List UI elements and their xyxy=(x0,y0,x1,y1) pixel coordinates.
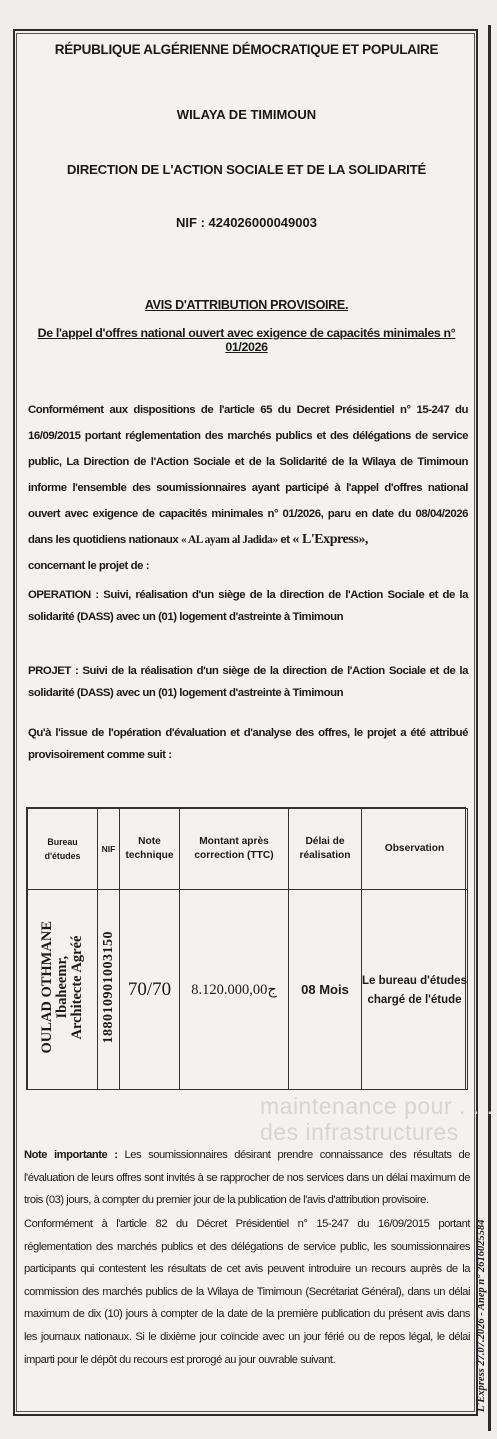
cell-delai xyxy=(289,890,362,1090)
attribution-table xyxy=(26,807,466,1090)
header-montant: Montant après correction (TTC) xyxy=(180,809,289,890)
bureau-name xyxy=(40,921,85,1054)
delai-value: 08 Mois xyxy=(301,981,349,997)
cell-nif xyxy=(98,890,120,1090)
publication-caption xyxy=(476,1162,496,1412)
header-note: Note technique xyxy=(120,809,180,890)
note-value: 70/70 xyxy=(127,978,172,1000)
important-note-text: Les soumissionnaires désirant prendre connaissance des résultats de l'évaluation de leurs offres sont invités à se rapprocher de nos services dans un délai maximum de trois (03) jours, à compter du premier jour de la publication de l'avis d'attribution provisoire. xyxy=(24,1149,470,1207)
project-paragraph: PROJET : Suivi de la réalisation d'un siège de la direction de l'Action Sociale et de la solidarité (DASS) avec un (01) logement d'astreinte à Timimoun xyxy=(28,665,468,699)
bleed-through-text: maintenance pour . . . des infrastructures xyxy=(260,1093,494,1145)
cell-montant xyxy=(180,890,289,1090)
bureau-line-2: Ibaheemr, xyxy=(54,955,70,1019)
direction-heading: DIRECTION DE L'ACTION SOCIALE ET DE LA SOLIDARITÉ xyxy=(66,162,427,177)
table-header-row xyxy=(28,809,468,890)
journal-name-2: « L'Express», xyxy=(292,532,368,547)
header-delai: Délai de réalisation xyxy=(289,809,362,890)
republic-heading: RÉPUBLIQUE ALGÉRIENNE DÉMOCRATIQUE ET POPULAIRE xyxy=(54,42,439,57)
appeal-note: Conformément à l'article 82 du Décret Présidentiel n° 15-247 du 16/09/2015 portant réglementation des marchés publics et des délégations de service public, les soumissionnaires participants qui contestent les résultats de cet avis peuvent introduire un recours auprès de la commission des marchés publics de la Wilaya de Timimoun (Secrétariat Général), dans un délai maximum de dix (10) jours à compter de la date de la première publication du présent avis dans les journaux nationaux. Si le dixième jour coïncide avec un jour férié ou de repos légal, le délai imparti pour le dépôt du recours est prorogé au jour ouvrable suivant. xyxy=(24,1218,470,1366)
journal-conjunction: et xyxy=(277,534,293,546)
notice-subtitle: De l'appel d'offres national ouvert avec exigence de capacités minimales n° 01/2026 xyxy=(37,326,456,354)
observation-value: Le bureau d'études chargé de l'étude xyxy=(362,974,467,1006)
header-nif: NIF xyxy=(98,809,120,890)
header-observation: Observation xyxy=(362,809,468,890)
important-note-label: Note importante : xyxy=(24,1149,118,1161)
journal-name-1: « AL ayam al Jadida» xyxy=(180,534,278,546)
montant-value: ج8.120.000,00 xyxy=(191,981,277,998)
intro-concerning: concernant le projet de : xyxy=(28,560,150,572)
bureau-line-1: OULAD OTHMANE xyxy=(39,920,55,1054)
operation-paragraph: OPERATION : Suivi, réalisation d'un siège de la direction de l'Action Sociale et de la solidarité (DASS) avec un (01) logement d'astreinte à Timimoun xyxy=(28,589,468,623)
table-row xyxy=(28,890,468,1090)
publication-caption-text: L'Express 27.07.2026 - Anep n° 2616025584 xyxy=(476,1219,487,1412)
header-bureau: Bureau d'études xyxy=(28,809,98,890)
wilaya-heading: WILAYA DE TIMIMOUN xyxy=(176,107,317,122)
nif-heading: NIF : 424026000049003 xyxy=(176,215,317,230)
notice-title: AVIS D'ATTRIBUTION PROVISOIRE. xyxy=(144,298,349,312)
cell-note xyxy=(120,890,180,1090)
cell-bureau xyxy=(28,890,98,1090)
intro-paragraph xyxy=(28,397,468,579)
intro-text: Conformément aux dispositions de l'article 65 du Decret Présidentiel n° 15-247 du 16/09/2015 portant réglementation des marchés publics et des délégations de service public, La Direction de l'Action Sociale et de la Solidarité de la Wilaya de Timimoun informe l'ensemble des soumissionnaires ayant participé à l'appel d'offres national ouvert avec exigence de capacités minimales n° 01/2026, paru en date du 08/04/2026 dans les quotidiens nationaux xyxy=(28,404,468,546)
bureau-line-3: Architecte Agréé xyxy=(69,935,85,1039)
nif-value: 188010901003150 xyxy=(100,930,116,1044)
cell-observation xyxy=(362,890,468,1090)
important-note xyxy=(24,1144,470,1212)
issue-paragraph: Qu'à l'issue de l'opération d'évaluation et d'analyse des offres, le projet a été attribué provisoirement comme suit : xyxy=(28,727,468,761)
